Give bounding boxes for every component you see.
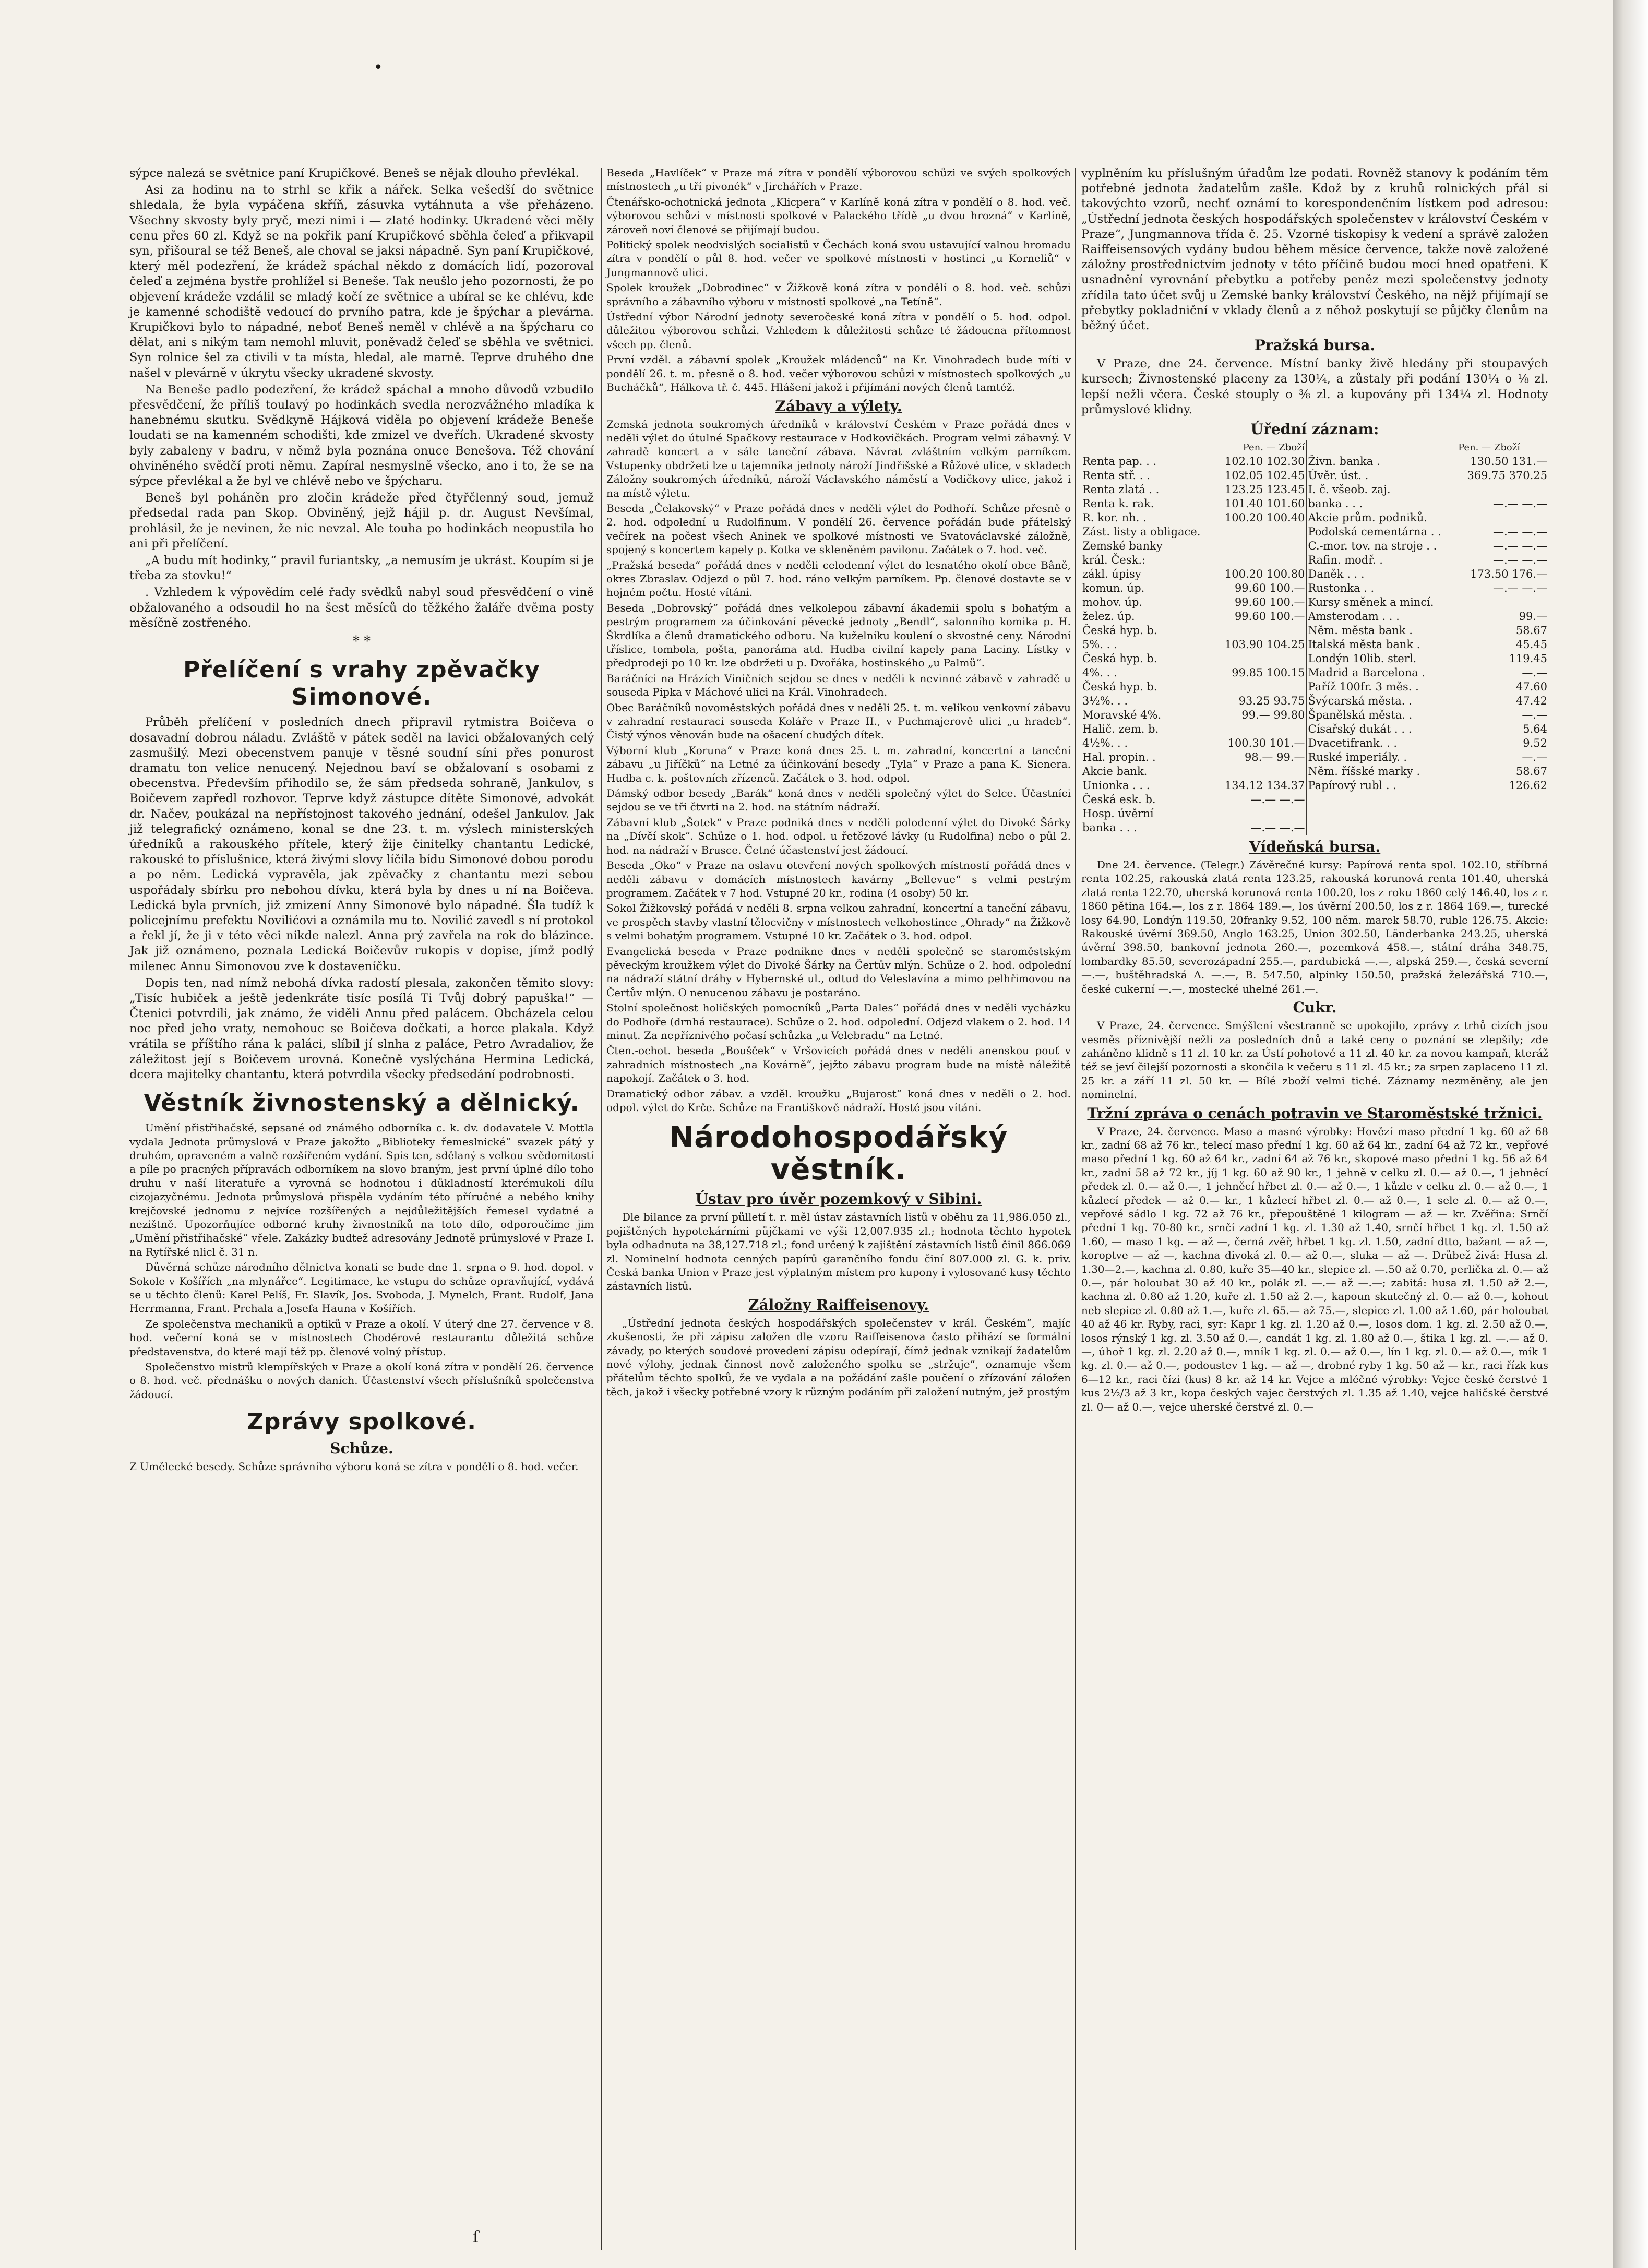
table-cell: R. kor. nh. . — [1082, 511, 1147, 524]
table-row — [1081, 539, 1548, 553]
table-cell — [1457, 807, 1548, 821]
table-cell: Italská města bank . — [1308, 638, 1420, 651]
notice: Ústřední výbor Národní jednoty severočeské koná zítra v pondělí o 5. hod. odpol. důležitou výborovou schůzi. Vzhledem k důležitosti schůze té žádoucna přítomnost všech pp. členů. — [606, 311, 1071, 351]
table-heading: Úřední záznam: — [1250, 421, 1379, 438]
table-cell: Hal. propin. . — [1082, 751, 1156, 764]
table-header-cell — [1081, 440, 1215, 455]
table-row — [1081, 469, 1548, 483]
table-cell: Rustonka . . — [1308, 582, 1375, 595]
page-edge — [1613, 0, 1648, 2268]
table-cell: Kursy směnek a mincí. — [1308, 596, 1434, 609]
table-cell: zákl. úpisy — [1082, 568, 1141, 581]
table-row — [1081, 525, 1548, 539]
table-cell — [1215, 624, 1307, 638]
table-row — [1081, 722, 1548, 736]
table-cell — [1307, 807, 1458, 821]
notice: Beseda „Oko“ v Praze na oslavu otevření nových spolkových místností pořádá dnes v neděli zábavu v domácích místnostech kavárny „Bellevue“ s velmi pestrým programem. Začátek v 7 hod. Vstupné 20 kr., rodina (4 osoby) 50 kr. — [606, 859, 1071, 899]
table-cell: 369.75 370.25 — [1467, 469, 1547, 482]
table-cell: 98.— 99.— — [1215, 750, 1307, 765]
table-row — [1081, 750, 1548, 765]
table-row — [1081, 680, 1548, 694]
notice: Ze společenstva mechaniků a optiků v Praze a okolí. V úterý dne 27. července v 8. hod. večerní koná se v místnostech Chodérové restaurantu důležitá schůze představenstva, do které mají též pp. členové volný přístup. — [129, 1317, 594, 1358]
column-rule — [601, 168, 602, 2250]
table-cell: 58.67 — [1515, 624, 1547, 637]
table-cell — [1307, 821, 1458, 835]
column-rule — [1075, 168, 1076, 2250]
table-cell — [1215, 539, 1307, 553]
table-header-cell: Pen. — Zboží — [1215, 440, 1307, 455]
table-cell: Česká hyp. b. — [1082, 681, 1157, 694]
paragraph: Dopis ten, nad nímž nebohá dívka radostí plesala, zakončen těmito slovy: „Tisíc hubiček a ještě jedenkráte tisíc posílá Ti Tvůj dobrý papuška!“ — Čtenici potvrdili, jak známo, že viděli Annu před palácem. Obcházela celou noc před jeho vraty, nemohouc se Boičeva dočkati, a horce plakala. Když vrátila se příštího rána k paláci, slíbil jí slnha z paláce, Petro Avradaliov, že záležitost její s Boičevem urovná. Konečně vyslýchána Hermina Ledická, dcera majitelky chantantu, která potvrdila všecky předsedání podrobnosti. — [129, 976, 594, 1081]
notice: Z Umělecké besedy. Schůze správního výboru koná se zítra v pondělí o 8. hod. večer. — [129, 1460, 579, 1473]
table-cell: I. č. všeob. zaj. — [1308, 483, 1391, 496]
notice: Společenstvo mistrů klempířských v Praze a okolí koná zítra v pondělí 26. července o 8. hod. več. přednášku o nových daních. Účastenství všech příslušníků společenstva žádoucí. — [129, 1360, 594, 1401]
column-2 — [606, 166, 1071, 1400]
table-cell: Živn. banka . — [1308, 455, 1380, 468]
table-cell: 47.42 — [1515, 695, 1547, 708]
table-row — [1081, 652, 1548, 666]
notice: Důvěrná schůze národního dělnictva konati se bude dne 1. srpna o 9. hod. dopol. v Sokole v Košířích „na mlynářce“. Legitimace, ke vstupu do schůze opravňující, vydává se u těchto členů: Karel Pelíš, Fr. Slavík, Jos. Svoboda, J. Mynelch, Frant. Rudolf, Jana Herrmanna, Frant. Prchala a Josefa Hauna v Košířích. — [129, 1261, 594, 1315]
table-cell: Česká hyp. b. — [1082, 624, 1157, 637]
paragraph: V Praze, 24. července. Maso a masné výrobky: Hovězí maso přední 1 kg. 60 až 68 kr., zadní 68 až 76 kr., telecí maso přední 1 kg. 60 až 64 kr., zadní 64 až 72 kr., vepřové maso přední 1 kg. 60 až 64 kr., zadní 64 až 76 kr., skopové maso přední 1 kg. 56 až 64 kr., zadní 58 až 72 kr., jíj 1 kg. 60 až 90 kr., 1 jehně v celku zl. 0.— až 0.—, 1 jehněcí předek zl. 0.— až 0.—, 1 jehněcí hřbet zl. 0.— až 0.—, 1 kůzle v celku zl. 0.— až 0.—, 1 kůzlecí předek — až 0.— kr., 1 kůzlecí hřbet zl. 0.— až 0.—, 1 sele zl. 0.— až 0.—, vepřové sádlo 1 kg. 72 až 76 kr., přepouštěné 1 kilogram — až — kr. Zvěřina: Srnčí přední 1 kg. 70-80 kr., srnčí zadní 1 kg. zl. 1.30 až 1.40, srnčí hřbet 1 kg. zl. 1.50 až 1.60, — maso 1 kg. — až —, černá zvěř, hřbet 1 kg. zl. 1.50, zadní dtto, bažant — až —, koroptve — až —, kachna divoká zl. 0.— až 0.—, sluka — až —. Drůbež živá: Husa zl. 1.30—2.—, kachna zl. 0.80, kuře 35—40 kr., slepice zl. —.50 až 0.70, perlička zl. 0.— až 0.—, pár holoubat 30 až 40 kr., polák zl. —.— až —.—; zabitá: husa zl. 1.50 až 2.—, kachna zl. 0.80 až 1.20, kuře zl. 1.50 až 2.—, kapoun skutečný zl. 0.— až 0.—, kohout neb slepice zl. 0.80 až 1.—, kuře zl. 65.— až 75.—, slepice zl. 1.00 až 1.60, pár holoubat 40 až 46 kr. Ryby, raci, syr: Kapr 1 kg. zl. 1.20 až 0.—, losos dom. 1 kg. zl. 2.50 až 0.—, losos rýnský 1 kg. zl. 3.50 až 0.—, candát 1 kg. zl. 1.80 až 0.—, štika 1 kg. zl. —.— až 0.—, úhoř 1 kg. zl. 2.20 až 0.—, mník 1 kg. zl. 0.— až 0.—, lín 1 kg. zl. 0.— až 0.—, mík 1 kg. zl. 0.— až 0.—, podoustev 1 kg. — až —, drobné ryby 1 kg. 50 až — kr., raci řízk kus 6—12 kr., raci čízi (kus) 8 kr. až 14 kr. Vejce a mléčné výrobky: Vejce české čerstvé 1 kus 2½/3 až 3 kr., kopa českých vajec čerstvých zl. 1.35 až 1.40, vejce haličské čerstvé zl. 0— až 0.—, vejce uherské čerstvé zl. 0.— — [1081, 1125, 1548, 1413]
table-cell: Renta k. rak. — [1082, 497, 1154, 510]
table-cell: 102.05 102.45 — [1215, 469, 1307, 483]
table-cell: Česká hyp. b. — [1082, 652, 1157, 665]
table-row — [1081, 511, 1548, 525]
table-cell: 103.90 104.25 — [1215, 638, 1307, 652]
notice: Umění přistřihačské, sepsané od známého odborníka c. k. dv. dodavatele V. Mottla vydala Jednota průmyslová v Praze jakožto „Biblioteky řemeslnické“ svazek pátý y druhém, opraveném a valně rozšířeném vydání. Spis ten, sdělaný s velkou svědomitostí a píle po pracných přípravách odborníkem na slovo braným, jest první úplné dílo toho druhu v naší literatuře a vyrovná se hodnotou i důkladností kterémukoli dílu cizojazyčnému. Jednota průmyslová přispěla vydáním této příručné a nebého knihy krejčovské jednomu z nejvíce rozšířených a nejdůležitějších řemesel vydatné a nezištně. Upozorňujíce odborné kruhy živnostníků na toto dílo, odporoučíme jim „Umění přistřihačské“ vřele. Zakázky budtež adresovány Jednotě průmyslové v Praze I. na Rytířské nlicl č. 31 n. — [129, 1121, 594, 1258]
page-dot: • — [374, 58, 383, 77]
table-cell — [1215, 652, 1307, 666]
table-cell: Unionka . . . — [1082, 779, 1150, 792]
table-row — [1081, 638, 1548, 652]
table-cell: 134.12 134.37 — [1215, 779, 1307, 793]
notice: Obec Baráčníků novoměstských pořádá dnes v neděli 25. t. m. velikou venkovní zábavu v zahradní restauraci souseda Koláře v Praze II., v Puchmajerově ulici „u hradeb“. Čistý výnos věnován bude na ošacení chudých dítek. — [606, 701, 1071, 742]
table-header-row — [1081, 440, 1548, 455]
table-cell: Úvěr. úst. . — [1308, 469, 1369, 482]
notice: První vzděl. a zábavní spolek „Kroužek mládenců“ na Kr. Vinohradech bude míti v pondělí 26. t. m. přesně o 8. hod. večer výborovou schůzi v místnostech spolkových „u Bucháčků“, Hálkova tř. č. 445. Hlášení jakož i přijímání nových členů tamtéž. — [606, 353, 1071, 394]
table-cell: —.— —.— — [1492, 554, 1547, 567]
notice: Baráčníci na Hrázích Viničních sejdou se dnes v neděli k nevinné zábavě v zahradě u souseda Pipka v Máchové ulici na Král. Vinohradech. — [606, 672, 1071, 699]
table-cell: 100.30 101.— — [1215, 736, 1307, 750]
table-row — [1081, 624, 1548, 638]
notice: Politický spolek neodvislých socialistů v Čechách koná svou ustavující valnou hromadu zítra v pondělí o půl 8. hod. večer ve spolkové místnosti v hostinci „u Korneliů“ v Jungmannově ulici. — [606, 238, 1071, 279]
table-cell: —.— — [1522, 751, 1547, 764]
table-header-cell — [1307, 440, 1458, 455]
table-row — [1081, 610, 1548, 624]
table-cell: 99.85 100.15 — [1215, 666, 1307, 680]
table-cell: banka . . . — [1308, 497, 1363, 510]
table-cell: 5%. . . — [1082, 638, 1117, 651]
notice: Stolní společnost holičských pomocníků „Parta Dales“ pořádá dnes v neděli vycházku do Podhoře (drnhá restaurace). Schůze o 2. hod. odpolední. Odjezd vlakem o 2. hod. 14 minut. Za nepříznivého počasí schůzka „u Velebradu“ na Letné. — [606, 1001, 1071, 1042]
column-1 — [129, 166, 594, 1475]
page-tick-mark: ſ — [473, 2228, 479, 2247]
paragraph: V Praze, 24. července. Smýšlení všestranně se upokojilo, zprávy z trhů cizích jsou vesměs příznivější nežli za posledních dnů a také ceny o poznání se zlepšily; zde zaháněno klidně s 11 zl. 10 kr. za Ústí pohotové a 11 zl. 40 kr. za novou kampaň, kteráž též se jeví čilejší pozornosti a skončila k večeru s 11 zl. 45 kr.; za srpen zaplaceno 11 zl. 25 kr. a září 11 zl. 50 kr. — Bílé zboží velmi tiché. Záznamy nezměněny, ale jen nominelní. — [1081, 1019, 1548, 1101]
table-row — [1081, 765, 1548, 779]
table-cell — [1215, 680, 1307, 694]
table-cell — [1215, 553, 1307, 567]
table-cell: 99.— — [1519, 610, 1547, 623]
table-header-cell: Pen. — Zboží — [1458, 442, 1520, 453]
subsection-heading: Cukr. — [1293, 999, 1337, 1017]
subsection-heading: Pražská bursa. — [1254, 337, 1376, 354]
notice: Beseda „Dobrovský“ pořádá dnes velkolepou zábavní ákademii spolu s bohatým a pestrým programem za účinkování pěvecké jednoty „Bendl“, salonního komika p. H. Škrdlíka a členů dramatického odboru. Na kuželníku koulení o skvostné ceny. Národní tříslice, tombola, pošta, panoráma atd. Hudba civilní kapely pana Laciny. Lístky v předprodeji po 10 kr. lze obdržeti u p. Dvořáka, hostinského „u Palmů“. — [606, 601, 1071, 670]
table-cell — [1457, 793, 1548, 807]
notice: „Pražská beseda“ pořádá dnes v neděli celodenní výlet do lesnatého okolí obce Bâně, okres Zbraslav. Odjezd o půl 7. hod. ráno velkým parníkem. Pp. členové dostavte se v hojném počtu. Hosté vítáni. — [606, 558, 1071, 599]
notice: Zábavní klub „Šotek“ v Praze podniká dnes v neděli polodenní výlet do Divoké Šárky na „Dívčí skok“. Schůze o 1. hod. odpol. u řetězové lávky (u Rudolfina) nebo o půl 2. hod. na nádraží v Brusce. Četné účastenství jest žádoucí. — [606, 816, 1071, 856]
paragraph: . Vzhledem k výpovědím celé řady svědků nabyl soud přesvědčení o vině obžalovaného a odsoudil ho na šest měsíců do těžkého žaláře dvěma posty měsíčně zostřeného. — [129, 586, 594, 630]
table-row — [1081, 553, 1548, 567]
table-cell: 99.— 99.80 — [1215, 708, 1307, 722]
table-cell: Moravské 4%. — [1082, 709, 1162, 722]
table-cell: 130.50 131.— — [1470, 455, 1547, 468]
table-cell: Švýcarská města. . — [1308, 695, 1412, 708]
table-cell: Něm. říšské marky . — [1308, 765, 1420, 778]
table-cell: Londýn 10lib. sterl. — [1308, 652, 1417, 665]
table-row — [1081, 736, 1548, 750]
paragraph: Asi za hodinu na to strhl se křik a nářek. Selka vešedší do světnice shledala, že byla vypáčena skříň, zásuvka vytáhnuta a vše přeházeno. Všechny skvosty byly pryč, mezi nimi i — zlaté hodinky. Ukradené věci měly cenu přes 60 zl. Když se na pokřik paní Krupičkové sběhla čeleď a přikvapil syn, přišoural se též Beneš, ale choval se jaksi nápadně. Syn paní Krupičkové, který měl podezření, že krádež spáchal někdo z domácích lidí, pozoroval čeleď a zejména bystře prohlížel si Beneše. Tak neušlo jeho pozornosti, že po objevení krádeže vzdálil se mladý kočí ze světnice a ubíral se ke chlévu, kde je kamenné schodiště vedoucí do prvního patra, kde je špýchar a plevárna. Krupičkovi bylo to nápadné, neboť Beneš neměl v chlévě a na špýcharu co dělat, ani s nikým tam nemohl mluvit, poněvadž čeleď se sběhla ve světnici. Syn rolnice šel za ctivili v ta místa, hledal, ale marně. Teprve druhého dne našel v plevárně v úkrytu všecky ukradené skvosty. — [129, 183, 594, 380]
table-cell: Halič. zem. b. — [1082, 723, 1159, 736]
subsection-heading: Ústav pro úvěr pozemkový v Sibini. — [695, 1190, 982, 1208]
paragraph: Na Beneše padlo podezření, že krádež spáchal a mnoho důvodů vzbudilo přesvědčení, že příliš toulavý po hodinkách svedla nerozvážného mladíka k hanebnému skutku. Svědkyně Hájková viděla po objevení krádeže Beneše loudati se na kamenném schodišti, kde zmizel ve dveřích. Ukradené skvosty byly zabaleny v badru, v němž byla poznána onuce Benešova. Též chování ohviněného svědčí proti němu. Zapíral nesmyslně všecko, ano i to, že se na sýpce převlékal a že byl ve chlévě nebo ve špýcharu. — [129, 383, 594, 488]
subsection-heading: Zábavy a výlety. — [775, 397, 902, 415]
table-cell: Podolská cementárna . . — [1308, 526, 1441, 539]
table-cell: Česká esk. b. — [1082, 793, 1156, 806]
table-cell: —.— —.— — [1492, 497, 1547, 510]
notice: Zemská jednota soukromých úředníků v království Českém v Praze pořádá dnes v neděli výlet do útulné Spačkovy restaurace v Hodkovičkách. Program velmi zábavný. V zahradě koncert a v sále taneční zábava. Návrat zvláštním velkým parníkem. Vstupenky obdržeti lze u tajemníka jednoty nároží Jindřišské a Růžové ulice, v skladech Záložny soukromých úředníků, nároží Václavského náměstí a Vodičkovy ulice, jakož i na místě výletu. — [606, 417, 1071, 499]
subsection-heading: Schůze. — [330, 1440, 393, 1458]
table-cell: 126.62 — [1509, 779, 1547, 792]
paragraph: V Praze, dne 24. července. Místní banky živě hledány při stoupavých kursech; Živnostenské placeny za 130¼, a zůstaly při podání 130¼ o ⅛ zl. lepší nežli včera. České stouply o ⅜ zl. a kupovány při 134¼ zl. Hodnoty průmyslové klidny. — [1081, 357, 1548, 416]
subsection-heading: Záložny Raiffeisenovy. — [748, 1296, 929, 1314]
table-row — [1081, 779, 1548, 793]
table-cell: Hosp. úvěrní — [1082, 807, 1154, 820]
table-cell: banka . . . — [1082, 821, 1137, 834]
notice: Výborní klub „Koruna“ v Praze koná dnes 25. t. m. zahradní, koncertní a taneční zábavu „u Jiříčků“ na Letné za účinkování besedy „Tyla“ v Praze a pana K. Sienera. Hudba c. k. poštovních zřízenců. Začátek o 3. hod. odpol. — [606, 744, 1071, 784]
table-cell: 101.40 101.60 — [1215, 497, 1307, 511]
table-cell: komun. úp. — [1082, 582, 1145, 595]
table-cell: Rafin. modř. . — [1308, 554, 1383, 567]
table-cell — [1457, 511, 1548, 525]
table-cell: 99.60 100.— — [1215, 610, 1307, 624]
table-cell: král. Česk.: — [1082, 554, 1146, 567]
table-cell: 100.20 100.80 — [1215, 567, 1307, 581]
table-cell: 123.25 123.45 — [1215, 483, 1307, 497]
table-cell: Paříž 100fr. 3 měs. . — [1308, 681, 1419, 694]
table-row — [1081, 483, 1548, 497]
table-cell: —.— —.— — [1492, 540, 1547, 553]
paragraph: Beneš byl poháněn pro zločin krádeže před čtyřčlenný soud, jemuž předsedal rada pan Skop. Obviněný, jejž hájil p. dr. August Nevšímal, prohlásil, že je nevinen, že nic nevzal. Ale touha po hodinkách neopustila ho ani při přelíčení. — [129, 491, 594, 551]
notice: Dámský odbor besedy „Barák“ koná dnes v neděli společný výlet do Selce. Účastníci sejdou se ve tři čtvrti na 2. hod. na státním nádraží. — [606, 787, 1071, 814]
table-cell: Akcie bank. — [1082, 765, 1148, 778]
section-headline: Věstník živnostenský a dělnický. — [144, 1090, 580, 1117]
paragraph: sýpce nalezá se světnice paní Krupičkové. Beneš se nějak dlouho převlékal. — [129, 166, 579, 180]
table-cell: Daněk . . . — [1308, 568, 1365, 581]
notice: Dramatický odbor zábav. a vzděl. kroužku „Bujarost“ koná dnes v neděli o 2. hod. odpol. výlet do Krče. Schůze na Františkově nádraží. Hosté jsou vítáni. — [606, 1087, 1071, 1114]
table-cell: Ruské imperiály. . — [1308, 751, 1407, 764]
table-cell: mohov. úp. — [1082, 596, 1143, 609]
table-cell — [1215, 807, 1307, 821]
table-cell: Renta stř. . . — [1082, 469, 1150, 482]
table-cell: 93.25 93.75 — [1215, 694, 1307, 708]
table-cell — [1457, 595, 1548, 610]
table-cell: Zemské banky — [1082, 540, 1163, 553]
notice: Evangelická beseda v Praze podnikne dnes v neděli společně se staroměstským pěveckým kroužkem výlet do Divoké Šárky na Čertův mlýn. Schůze o 2. hod. odpolední na nádraží státní dráhy v Hybernské ul., odtud do Veleslavína a mimo pelhřimovou na Čertův mlýn. O nenucenou zábavu je postaráno. — [606, 945, 1071, 999]
notice: Beseda „Čelakovský“ v Praze pořádá dnes v neděli výlet do Podhoří. Schůze přesně o 2. hod. odpolední u Rudolfinum. V pondělí 26. července pořádán bude přátelský večírek na počest všech Aninek ve spolkové místnosti ve Svatováclavské záložně, spojený s koncertem kapely p. Kotka ve skleněném pavilonu. Začátek o 7. hod. več. — [606, 502, 1071, 556]
table-cell — [1457, 821, 1548, 835]
table-row — [1081, 581, 1548, 595]
table-cell: —.— —.— — [1492, 526, 1547, 539]
table-cell: —.— — [1522, 666, 1547, 679]
article-headline: Přelíčení s vrahy zpěvačky Simonové. — [183, 656, 540, 711]
table-cell: 100.20 100.40 — [1215, 511, 1307, 525]
table-row — [1081, 807, 1548, 821]
table-cell: Renta zlatá . . — [1082, 483, 1160, 496]
table-row — [1081, 666, 1548, 680]
table-cell: Zást. listy a obligace. — [1082, 526, 1201, 539]
table-cell: 5.64 — [1523, 723, 1547, 736]
table-cell: Dvacetifrank. . . — [1308, 737, 1398, 750]
table-row — [1081, 708, 1548, 722]
notice: Čtenářsko-ochotnická jednota „Klicpera“ v Karlíně koná zítra v pondělí o 8. hod. več. výborovou schůzi v místnosti spolkové v Palackého třídě „u dvou hrozná“ v Karlíně, zároveň noví členové se přijímají budou. — [606, 195, 1071, 236]
table-cell: Akcie prům. podniků. — [1308, 511, 1427, 524]
table-row — [1081, 595, 1548, 610]
table-row — [1081, 694, 1548, 708]
table-cell: 173.50 176.— — [1470, 568, 1547, 581]
table-cell: Papírový rubl . . — [1308, 779, 1396, 792]
paragraph: Dle bilance za první půlletí t. r. měl ústav zástavních listů v oběhu za 11,986.050 zl., pojištěných hypotekárními půjčkami ve výši 12,007.935 zl.; hodnota těchto hypotek byla odhadnuta na 38,127.718 zl.; fond určený k zajištění zástavních listů činil 866.069 zl. Nominelní hodnota cenných papírů garančního fondu činí 807.000 zl. G. k. priv. Česká banka Union v Praze jest výplatným místem pro kupony i vylosované kusy těchto zástavních listů. — [606, 1211, 1071, 1293]
paragraph: „Ústřední jednota českých hospodářských společenstev v král. Českém“, majíc zkušenosti, že při zápisu založen dle vzoru Raiffeisenova často přihází se formální závady, po kterých soudové provedení zápisu odepírají, čímž jednak vznikají žadatelům nové výlohy, jednak činnost nově založeného spolku se „stržuje“, oznamuje všem přátelům těchto spolků, že ve vydala a na požádání zašle poučení o zřízování záložen těch, jakož i všecky potřebné vzory k různým podáním při založení nutným, jež prostým — [606, 1316, 1071, 1398]
table-cell: 47.60 — [1515, 681, 1547, 694]
table-row — [1081, 821, 1548, 835]
table-cell: 58.67 — [1515, 765, 1547, 778]
notice: Čten.-ochot. beseda „Boušček“ v Vršovicích pořádá dnes v neděli anenskou pouť v zahradních místnostech „na Kovárně“, jejžto zábavu program bude na místě náležitě napokojí. Začátek o 3. hod. — [606, 1044, 1071, 1085]
table-cell: Španělská města. . — [1308, 709, 1413, 722]
exchange-table — [1081, 440, 1548, 835]
section-headline: Zprávy spolkové. — [246, 1408, 476, 1436]
table-cell: Císařský dukát . . . — [1308, 723, 1412, 736]
table-cell: —.— — [1522, 709, 1547, 722]
table-cell — [1457, 483, 1548, 497]
table-cell: —.— —.— — [1215, 821, 1307, 835]
table-row — [1081, 793, 1548, 807]
table-cell: 4½%. . . — [1082, 737, 1128, 750]
table-row — [1081, 567, 1548, 581]
paragraph: „A budu mít hodinky,“ pravil furiantsky, „a nemusím je ukrást. Koupím si je třeba za stovku!“ — [129, 554, 594, 583]
subsection-heading: Tržní zpráva o cenách potravin ve Staroměstské tržnici. — [1087, 1104, 1543, 1122]
table-cell: 45.45 — [1515, 638, 1547, 651]
paragraph: Průběh přelíčení v posledních dnech připravil rytmistra Boičeva o dosavadní dobrou náladu. Zvláště v pátek seděl na lavici obžalovaných celý zasmušilý. Mezi obecenstvem panuje v těsné soudní síni přes ponurost dramatu ton velice nenucený. Nejednou baví se obžalovaní s osobami z obecenstva. Především přihodilo se, že sám předseda sohraně, Jankulov, s Boičevem zapředl rozhovor. Teprve když zástupce dítěte Simonové, advokát dr. Načev, poukázal na nepřístojnost takového jednání, odešel Jankulov. Jak již telegrafický oznámeno, konal se dne 23. t. m. výslech ministerských úředníků a rakouského přítele, který žije činitelky chantantu Ledické, rakouské to příslušnice, která živými slovy líčila bídu Simonové dobou porodu a po něm. Ledická vypravěla, jak zpěvačky z chantantu mezi sebou uspořádaly sbírku pro nebohou dívku, která byla by dnes u ní na Boičeva. Ledická byla prvních, již zmizení Anny Simonové bylo nápadné. Šla tudíž k policejnímu prefektu Novilićovi a oznámila mu to. Novilić zavedl s ní protokol a řekl jí, že ji v této věci nikde nalezl. Anna prý zavřela na rok do blázince. Jak již oznámeno, poznala Ledická Boičevův rukopis v dopise, jímž podlý milenec Annu Simonovou zve k dostaveníčku. — [129, 715, 594, 973]
notice: Sokol Žižkovský pořádá v neděli 8. srpna velkou zahradní, koncertní a taneční zábavu, ve prospěch stavby vlastní tělocvičny v místnostech velkohostince „Ohrady“ na Žižkově s velmi bohatým programem. Vstupné 10 kr. Začátek o 3. hod. odpol. — [606, 902, 1071, 942]
table-cell: 99.60 100.— — [1215, 595, 1307, 610]
subsection-heading: Vídeňská bursa. — [1249, 838, 1381, 856]
table-cell: —.— —.— — [1492, 582, 1547, 595]
table-cell: —.— —.— — [1215, 793, 1307, 807]
paragraph: vyplněním ku příslušným úřadům lze podati. Rovněž stanovy k podáním těm potřebné jednota žadatelům zašle. Kdož by z kruhů rolnických přál si takovýchto vzorů, nechť oznámí to korespondenčním lístkem pod adresou: „Ústřední jednota českých hospodářských společenstev v království Českém v Praze“, Jungmannova třída č. 25. Vzorné tiskopisy k vedení a správě založen Raiffeisensových vydány budou během měsíce července, takže nově založené záložny prostřednictvím jednoty v této příčině budou mocí hned opatřeni. K usnadnění vyrovnání přebytku a potřeby peněz mezi společenstvy jednoty zřídila tato účet svůj u Zemské banky království Českého, na nějž přijímají se přebytky pokladniční v vklady členů a z něhož poskytují se půjčky členům na běžný účet. — [1081, 166, 1548, 333]
table-cell: 3½%. . . — [1082, 695, 1128, 708]
notice: Spolek kroužek „Dobrodinec“ v Žižkově koná zítra v pondělí o 8. hod. več. schůzi správního a zábavního výboru v místnosti spolkové „na Tetíně“. — [606, 281, 1071, 308]
paragraph: Dne 24. července. (Telegr.) Závěrečné kursy: Papírová renta spol. 102.10, stříbrná renta 102.25, rakouská zlatá renta 123.25, rakouská korunová renta 101.40, uherská zlatá renta 122.70, uherská korunová renta 100.20, los z roku 1860 celý 146.40, los z r. 1860 pětina 164.—, los z r. 1864 189.—, los úvěrní 200.50, los z r. 1864 169.—, turecké losy 64.90, Londýn 119.50, 20franky 9.52, 100 něm. marek 58.70, ruble 126.75. Akcie: Rakouské úvěrní 369.50, Anglo 163.25, Union 302.50, Länderbanka 243.25, uherská úvěrní 398.50, bankovní jednota 260.—, pozemková 458.—, státní dráha 348.75, lombardky 85.50, severozápadní 255.—, pardubická —.—, alpská 259.—, česká severní —.—, buštěhradská A. —.—, B. 547.50, alpinky 150.50, pražská železářská 710.—, české cukerní —.—, mostecké uhelné 261.—. — [1081, 858, 1548, 995]
table-cell — [1215, 722, 1307, 736]
table-cell: Renta pap. . . — [1082, 455, 1157, 468]
table-cell: 4%. . . — [1082, 666, 1117, 679]
table-cell — [1215, 765, 1307, 779]
table-row — [1081, 455, 1548, 469]
table-cell — [1215, 525, 1307, 539]
table-cell: Něm. města bank . — [1308, 624, 1413, 637]
table-cell: 119.45 — [1509, 652, 1547, 665]
section-separator: * * — [352, 634, 371, 650]
table-cell: 99.60 100.— — [1215, 581, 1307, 595]
table-cell: C.-mor. tov. na stroje . . — [1308, 540, 1437, 553]
table-cell: želez. úp. — [1082, 610, 1135, 623]
table-cell: 9.52 — [1523, 737, 1547, 750]
table-cell: 102.10 102.30 — [1215, 455, 1307, 469]
table-row — [1081, 497, 1548, 511]
table-cell — [1307, 793, 1458, 807]
table-cell: Madrid a Barcelona . — [1308, 666, 1425, 679]
section-headline: Národohospodářský věstník. — [669, 1120, 1008, 1187]
column-3 — [1081, 166, 1548, 1415]
notice: Beseda „Havlíček“ v Praze má zítra v pondělí výborovou schůzi ve svých spolkových místnostech „u tří pivonék“ v Jirchářích v Praze. — [606, 166, 1071, 193]
table-cell: Amsterodam . . . — [1308, 610, 1400, 623]
